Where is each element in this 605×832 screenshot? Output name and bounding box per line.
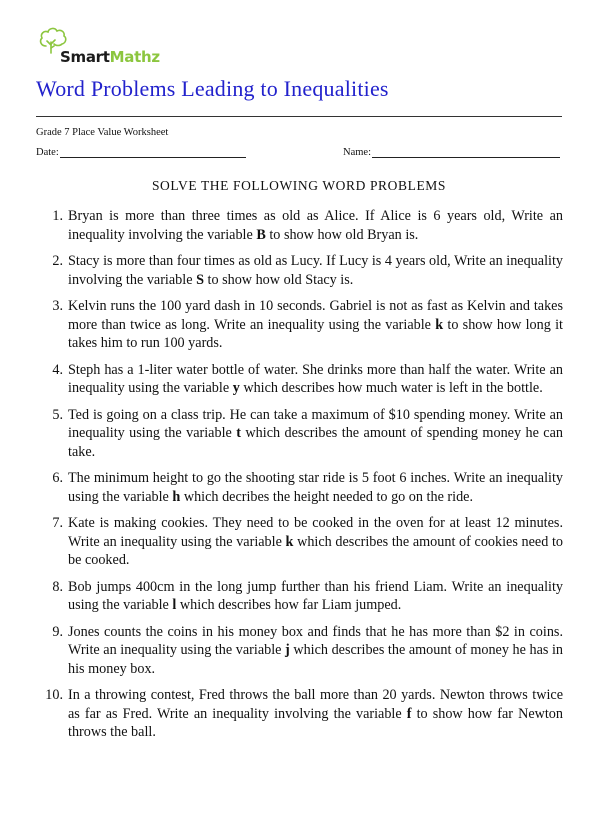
problem-item [36, 406, 563, 462]
problem-text [63, 406, 563, 462]
problem-item [36, 578, 563, 615]
problem-number: 5. [52, 406, 63, 423]
problem-number: 6. [52, 470, 63, 486]
problem-text-after: to show how far Newton throws the ball. [68, 705, 563, 740]
problem-number: 10. [45, 687, 63, 703]
problem-text [63, 361, 563, 398]
name-line[interactable] [372, 147, 560, 158]
problem-text [63, 578, 563, 615]
problem-text-after: which describes the amount of spending money he can take. [68, 425, 563, 460]
problem-variable: B [256, 226, 266, 243]
problem-text-before: Kelvin runs the 100 yard dash in 10 seconds. Gabriel is not as fast as Kelvin and takes more than twice as long. Write an inequality using the variable [68, 298, 563, 333]
smartmathz-logo [36, 26, 176, 68]
problem-item [36, 297, 563, 353]
problem-variable: y [232, 380, 240, 396]
problem-text [63, 297, 563, 353]
worksheet-title: Word Problems Leading to Inequalities [36, 76, 389, 101]
problem-text-before: Steph has a 1-liter water bottle of water. She drinks more than half the water. Write an inequality using the variable [68, 361, 563, 396]
name-label: Name: [343, 147, 371, 158]
problem-variable: k [285, 533, 294, 550]
problem-item [36, 514, 563, 570]
problem-item [36, 623, 563, 679]
problem-variable: S [196, 271, 204, 288]
problem-text-before: Stacy is more than four times as old as Lucy. If Lucy is 4 years old, Write an inequality involving the variable [68, 253, 563, 288]
problem-variable: j [285, 642, 290, 658]
date-label: Date: [36, 147, 59, 158]
problem-variable: h [172, 488, 181, 505]
worksheet-subtitle: Grade 7 Place Value Worksheet [36, 127, 169, 138]
date-line[interactable] [60, 147, 246, 158]
problem-number: 3. [52, 298, 63, 314]
problem-number: 9. [52, 623, 63, 640]
problem-text [63, 207, 563, 244]
problem-item [36, 252, 563, 289]
problem-text-after: to show how old Bryan is. [265, 226, 419, 243]
problem-number: 4. [52, 361, 63, 378]
problem-number: 7. [52, 515, 63, 531]
problem-text-after: to show how old Stacy is. [203, 271, 354, 288]
problem-item [36, 469, 563, 506]
problem-variable: f [406, 705, 412, 722]
problem-variable: l [172, 597, 177, 613]
problem-text-before: The minimum height to go the shooting star ride is 5 foot 6 inches. Write an inequality using the variable [68, 470, 563, 505]
name-field [343, 147, 560, 158]
problem-list [36, 207, 563, 742]
problem-text [63, 514, 563, 570]
problem-text-after: which describes the amount of money he has in his money box. [68, 642, 563, 677]
problem-text-after: which describes how far Liam jumped. [176, 597, 402, 613]
problem-variable: k [435, 316, 444, 333]
problem-text-before: In a throwing contest, Fred throws the ball more than 20 yards. Newton throws twice as far as Fred. Write an inequality involving the variable [68, 687, 563, 722]
problem-text-before: Ted is going on a class trip. He can take a maximum of $10 spending money. Write an inequality using the variable [68, 406, 563, 441]
problem-text [63, 469, 563, 506]
problem-text-before: Jones counts the coins in his money box and finds that he has more than $2 in coins. Write an inequality using the variable [68, 623, 563, 658]
problem-text-after: which describes the amount of cookies need to be cooked. [68, 533, 563, 568]
problem-text-after: to show how long it takes him to run 100 yards. [68, 316, 563, 351]
problem-text [63, 623, 563, 679]
problem-text-after: which describes how much water is left in the bottle. [239, 380, 543, 396]
logo-mathz: Mathz [109, 48, 160, 66]
section-heading: SOLVE THE FOLLOWING WORD PROBLEMS [151, 178, 447, 193]
problem-item [36, 361, 563, 398]
problem-number: 2. [52, 253, 63, 269]
date-field [36, 147, 246, 158]
logo-text [60, 48, 160, 66]
problem-number: 8. [52, 578, 63, 595]
title-divider [36, 116, 562, 117]
logo-smart: Smart [60, 48, 110, 66]
problem-item [36, 686, 563, 742]
problem-text [63, 686, 563, 742]
problem-text [63, 252, 563, 289]
problem-text-before: Bryan is more than three times as old as Alice. If Alice is 6 years old, Write an inequality involving the variable [68, 208, 563, 243]
problem-item [36, 207, 563, 244]
problem-number: 1. [52, 208, 63, 224]
problem-text-before: Kate is making cookies. They need to be cooked in the oven for at least 12 minutes. Write an inequality using the variable [68, 515, 563, 550]
problem-text-before: Bob jumps 400cm in the long jump further than his friend Liam. Write an inequality using the variable [68, 578, 563, 613]
problem-text-after: which decribes the height needed to go on the ride. [180, 488, 474, 505]
problem-variable: t [236, 425, 241, 441]
